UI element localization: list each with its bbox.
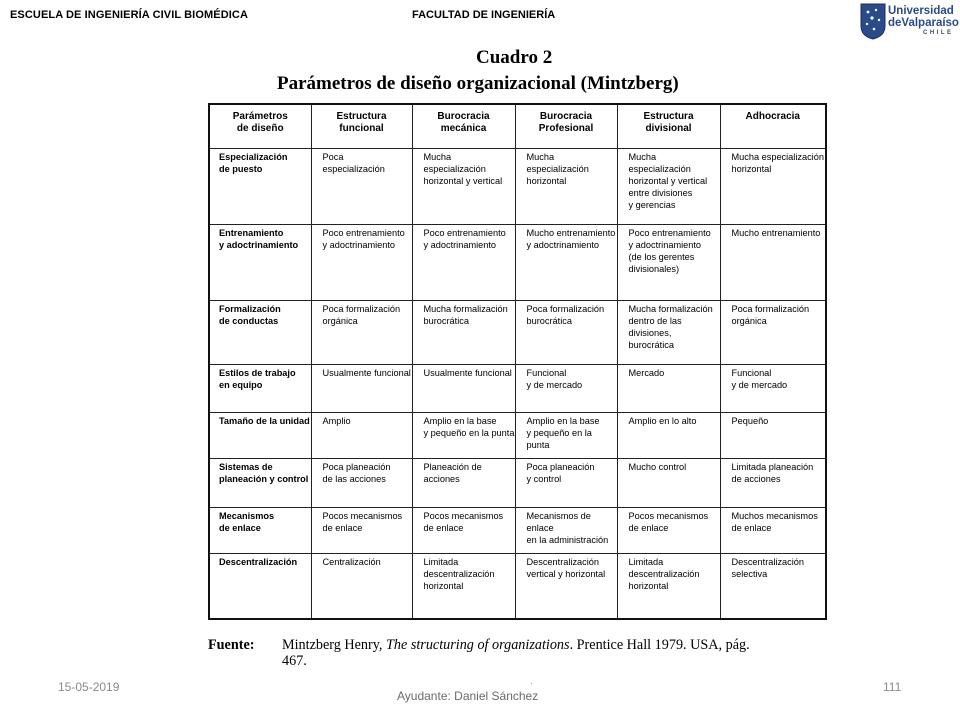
table-header-row (209, 104, 826, 148)
table-cell: Funcional y de mercado (515, 364, 617, 412)
table-row (209, 224, 826, 300)
table-cell: Amplio en la base y pequeño en la punta (515, 412, 617, 458)
row-label: Formalización de conductas (209, 300, 311, 364)
table-cell: Limitada descentralización horizontal (617, 553, 720, 619)
table-cell: Poca planeación y control (515, 458, 617, 507)
table-cell: Pocos mecanismos de enlace (412, 507, 515, 553)
table-cell: Poca especialización (311, 148, 412, 224)
column-header: Burocracia Profesional (515, 104, 617, 148)
table-cell: Limitada descentralización horizontal (412, 553, 515, 619)
column-header: Parámetros de diseño (209, 104, 311, 148)
table-row (209, 300, 826, 364)
table-cell: Centralización (311, 553, 412, 619)
document-title: Cuadro 2 (476, 47, 553, 68)
column-header: Estructura funcional (311, 104, 412, 148)
footer-date: 15-05-2019 (58, 680, 120, 694)
table-cell: Poco entrenamiento y adoctrinamiento (de los gerentes divisionales) (617, 224, 720, 300)
source-citation (208, 637, 838, 669)
table-cell: Poco entrenamiento y adoctrinamiento (412, 224, 515, 300)
table-cell: Pequeño (720, 412, 826, 458)
table-cell: Mucho entrenamiento y adoctrinamiento (515, 224, 617, 300)
source-author: Mintzberg Henry, (282, 637, 383, 653)
document-subtitle: Parámetros de diseño organizacional (Mintzberg) (277, 73, 679, 94)
table-cell: Amplio en la base y pequeño en la punta (412, 412, 515, 458)
row-label: Sistemas de planeación y control (209, 458, 311, 507)
table-cell: Usualmente funcional (311, 364, 412, 412)
table-cell: Mucha especialización horizontal (720, 148, 826, 224)
university-logo (859, 2, 959, 42)
table-cell: Descentralización vertical y horizontal (515, 553, 617, 619)
university-seal-icon (859, 2, 887, 40)
table-row (209, 412, 826, 458)
table-cell: Funcional y de mercado (720, 364, 826, 412)
table-cell: Descentralización selectiva (720, 553, 826, 619)
table-row (209, 364, 826, 412)
header-school: ESCUELA DE INGENIERÍA CIVIL BIOMÉDICA (10, 9, 248, 21)
table-cell: Mucho entrenamiento (720, 224, 826, 300)
row-label: Especialización de puesto (209, 148, 311, 224)
university-country: CHILE (923, 30, 954, 36)
row-label: Estilos de trabajo en equipo (209, 364, 311, 412)
university-name-line1: Universidad (888, 5, 954, 17)
table-cell: Mucha formalización dentro de las divisiones, burocrática (617, 300, 720, 364)
table-cell: Mucha formalización burocrática (412, 300, 515, 364)
table-cell: Mucho control (617, 458, 720, 507)
table-cell: Mercado (617, 364, 720, 412)
table-cell: Amplio (311, 412, 412, 458)
table-row (209, 553, 826, 619)
row-label: Entrenamiento y adoctrinamiento (209, 224, 311, 300)
table-cell: Limitada planeación de acciones (720, 458, 826, 507)
row-label: Tamaño de la unidad (209, 412, 311, 458)
university-name-line2: deValparaíso (888, 17, 959, 29)
table-cell: Poca planeación de las acciones (311, 458, 412, 507)
table-row (209, 458, 826, 507)
source-publisher: . Prentice Hall 1979. USA, pág. (569, 637, 750, 653)
header-faculty: FACULTAD DE INGENIERÍA (412, 9, 556, 21)
row-label: Descentralización (209, 553, 311, 619)
footer-assistant: Ayudante: Daniel Sánchez (397, 689, 539, 703)
page-number: 111 (883, 680, 902, 694)
table-row (209, 507, 826, 553)
table-cell: Amplio en lo alto (617, 412, 720, 458)
column-header: Burocracia mecánica (412, 104, 515, 148)
table-cell: Mucha especialización horizontal y vertical entre divisiones y gerencias (617, 148, 720, 224)
source-label: Fuente: (208, 637, 255, 653)
table-cell: Poca formalización orgánica (311, 300, 412, 364)
row-label: Mecanismos de enlace (209, 507, 311, 553)
source-page: 467. (282, 653, 307, 669)
column-header: Adhocracia (720, 104, 826, 148)
table-cell: Muchos mecanismos de enlace (720, 507, 826, 553)
footer-dot: . (530, 676, 533, 687)
table-cell: Pocos mecanismos de enlace (617, 507, 720, 553)
table-cell: Mucha especialización horizontal y vertical (412, 148, 515, 224)
table-cell: Poca formalización orgánica (720, 300, 826, 364)
column-header: Estructura divisional (617, 104, 720, 148)
table-row (209, 148, 826, 224)
parameters-table (208, 103, 827, 620)
table-cell: Mucha especialización horizontal (515, 148, 617, 224)
table-cell: Poca formalización burocrática (515, 300, 617, 364)
table-cell: Usualmente funcional (412, 364, 515, 412)
table-cell: Pocos mecanismos de enlace (311, 507, 412, 553)
table-cell: Poco entrenamiento y adoctrinamiento (311, 224, 412, 300)
table-cell: Planeación de acciones (412, 458, 515, 507)
source-book-title: The structuring of organizations (386, 637, 570, 653)
table-cell: Mecanismos de enlace en la administración (515, 507, 617, 553)
